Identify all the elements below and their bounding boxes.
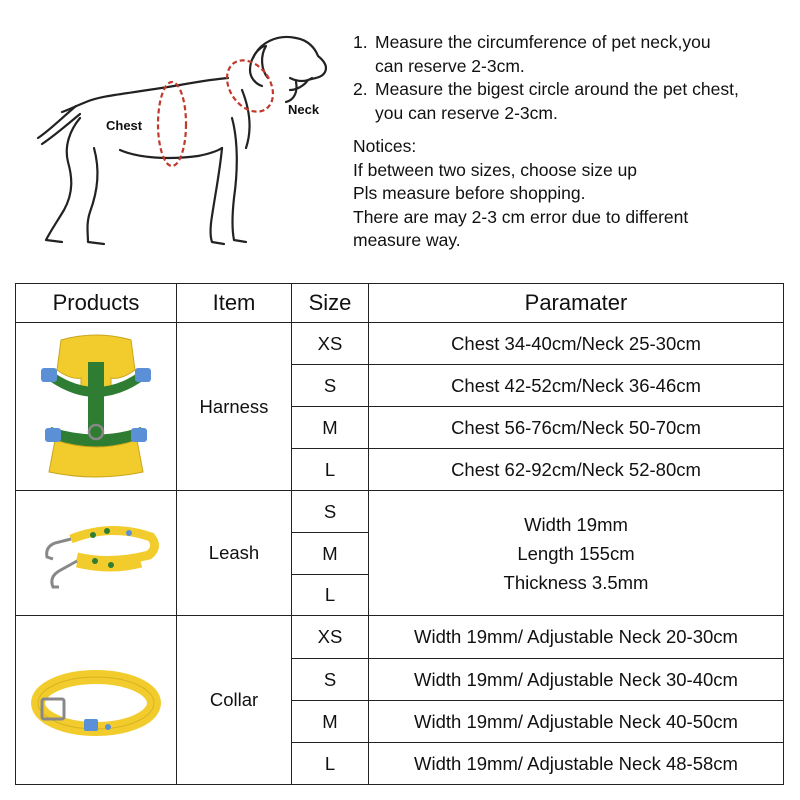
param-cell: Chest 62-92cm/Neck 52-80cm (369, 449, 784, 491)
harness-item: Harness (177, 323, 292, 491)
harness-image (31, 332, 161, 482)
header-products: Products (16, 284, 177, 323)
leash-param-line: Length 155cm (517, 542, 635, 564)
size-cell: S (292, 659, 369, 701)
notice-line: If between two sizes, choose size up (353, 159, 638, 180)
notices-heading: Notices: (353, 136, 417, 156)
instruction-step (353, 31, 793, 78)
param-cell: Width 19mm/ Adjustable Neck 20-30cm (369, 616, 784, 659)
step-number: 1. (353, 32, 368, 52)
size-cell: S (292, 365, 369, 407)
size-cell: S (292, 491, 369, 533)
notice-line: measure way. (353, 230, 461, 250)
leash-param-cell (369, 491, 784, 616)
chest-ring (158, 82, 186, 166)
size-cell: L (292, 743, 369, 785)
param-cell: Chest 34-40cm/Neck 25-30cm (369, 323, 784, 365)
size-cell: M (292, 533, 369, 575)
header-paramater: Paramater (369, 284, 784, 323)
step-text-line: you can reserve 2-3cm. (375, 102, 558, 123)
measurement-instructions (353, 31, 793, 253)
step-text-line: Measure the circumference of pet neck,you (375, 32, 711, 52)
neck-ring (218, 52, 283, 121)
dog-measurement-diagram (28, 20, 338, 255)
header-size: Size (292, 284, 369, 323)
size-cell: M (292, 407, 369, 449)
param-cell: Chest 42-52cm/Neck 36-46cm (369, 365, 784, 407)
notice-line: There are may 2-3 cm error due to different (353, 206, 689, 227)
param-cell: Width 19mm/ Adjustable Neck 40-50cm (369, 701, 784, 743)
collar-item: Collar (177, 616, 292, 785)
instruction-steps (353, 31, 793, 125)
size-cell: L (292, 449, 369, 491)
param-cell: Width 19mm/ Adjustable Neck 48-58cm (369, 743, 784, 785)
param-cell: Width 19mm/ Adjustable Neck 30-40cm (369, 659, 784, 701)
collar-image (26, 655, 166, 745)
table-header-row (16, 284, 784, 323)
leash-param-line: Thickness 3.5mm (503, 571, 649, 593)
size-cell: M (292, 701, 369, 743)
harness-image-cell (16, 323, 177, 491)
table-row (16, 616, 784, 659)
step-text-line: can reserve 2-3cm. (375, 55, 525, 76)
leash-param-line: Width 19mm (524, 513, 628, 535)
param-cell: Chest 56-76cm/Neck 50-70cm (369, 407, 784, 449)
table-row (16, 323, 784, 365)
collar-image-cell (16, 616, 177, 785)
leash-image (31, 503, 161, 603)
table-row (16, 491, 784, 533)
step-text-line: Measure the bigest circle around the pet chest, (375, 79, 739, 99)
leash-image-cell (16, 491, 177, 616)
step-number: 2. (353, 79, 368, 99)
notice-line: Pls measure before shopping. (353, 183, 586, 203)
chest-label: Chest (106, 118, 143, 133)
size-cell: XS (292, 323, 369, 365)
notices (353, 135, 793, 253)
size-cell: L (292, 575, 369, 616)
instruction-step (353, 78, 793, 125)
size-cell: XS (292, 616, 369, 659)
header-item: Item (177, 284, 292, 323)
size-chart-table (15, 283, 784, 785)
neck-label: Neck (288, 102, 320, 117)
leash-item: Leash (177, 491, 292, 616)
